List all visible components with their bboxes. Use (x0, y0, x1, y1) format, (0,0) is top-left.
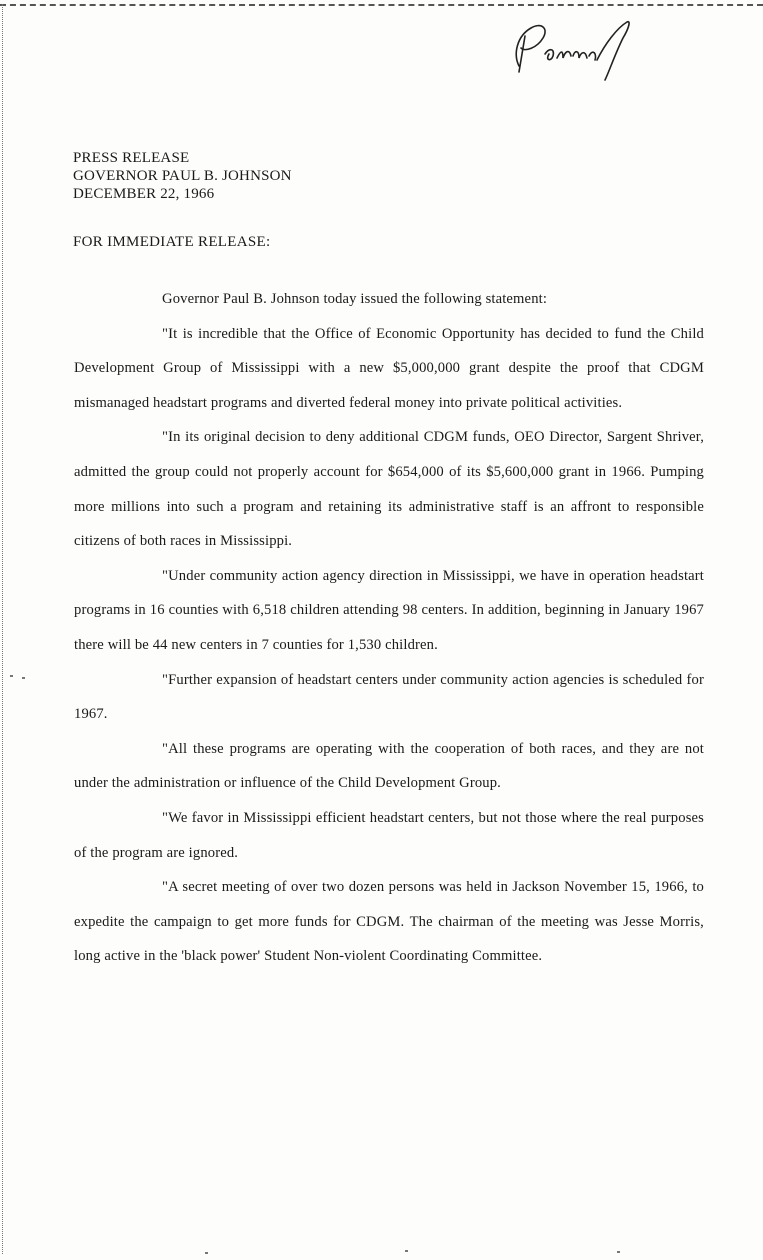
header-date: DECEMBER 22, 1966 (73, 186, 215, 202)
paragraph: "It is incredible that the Office of Economic Opportunity has decided to fund the Child Development Group of Mississippi with a new $5,000,000 grant despite the proof that CDGM mismanaged headstart programs and diverted federal money into private political activities. (74, 325, 704, 411)
scan-speck (10, 675, 13, 677)
release-label: FOR IMMEDIATE RELEASE: (73, 234, 271, 250)
paragraph: "Under community action agency direction in Mississippi, we have in operation headstart programs in 16 counties with 6,518 children attending 98 centers. In addition, beginning in January 1967 there will be 44 new centers in 7 counties for 1,530 children. (74, 567, 704, 653)
paragraph: "In its original decision to deny additional CDGM funds, OEO Director, Sargent Shriver, admitted the group could not properly account for $654,000 of its $5,600,000 grant in 1966. Pumping more millions into such a program and retaining its administrative staff is an affront to responsible citizens of both races in Mississippi. (74, 429, 704, 550)
paragraph: "Further expansion of headstart centers under community action agencies is scheduled for 1967. (74, 671, 704, 723)
paragraph: "A secret meeting of over two dozen persons was held in Jackson November 15, 1966, to expedite the campaign to get more funds for CDGM. The chairman of the meeting was Jesse Morris, long active in the 'black power' Student Non-violent Coordinating Committee. (74, 879, 704, 965)
paragraph: "We favor in Mississippi efficient headstart centers, but not those where the real purposes of the program are ignored. (74, 809, 704, 861)
statement-body (74, 282, 704, 974)
handwritten-signature (505, 14, 645, 84)
scan-top-edge (0, 4, 763, 6)
scan-speck (205, 1252, 208, 1254)
scan-left-edge (2, 4, 3, 1254)
header-title: PRESS RELEASE (73, 150, 190, 166)
header-governor: GOVERNOR PAUL B. JOHNSON (73, 168, 292, 184)
paragraph: Governor Paul B. Johnson today issued the following statement: (162, 291, 548, 307)
scan-speck (617, 1251, 620, 1253)
scan-speck (22, 677, 25, 679)
paragraph: "All these programs are operating with the cooperation of both races, and they are not under the administration or influence of the Child Development Group. (74, 740, 704, 792)
scan-speck (405, 1250, 408, 1252)
press-release-header (73, 149, 292, 203)
